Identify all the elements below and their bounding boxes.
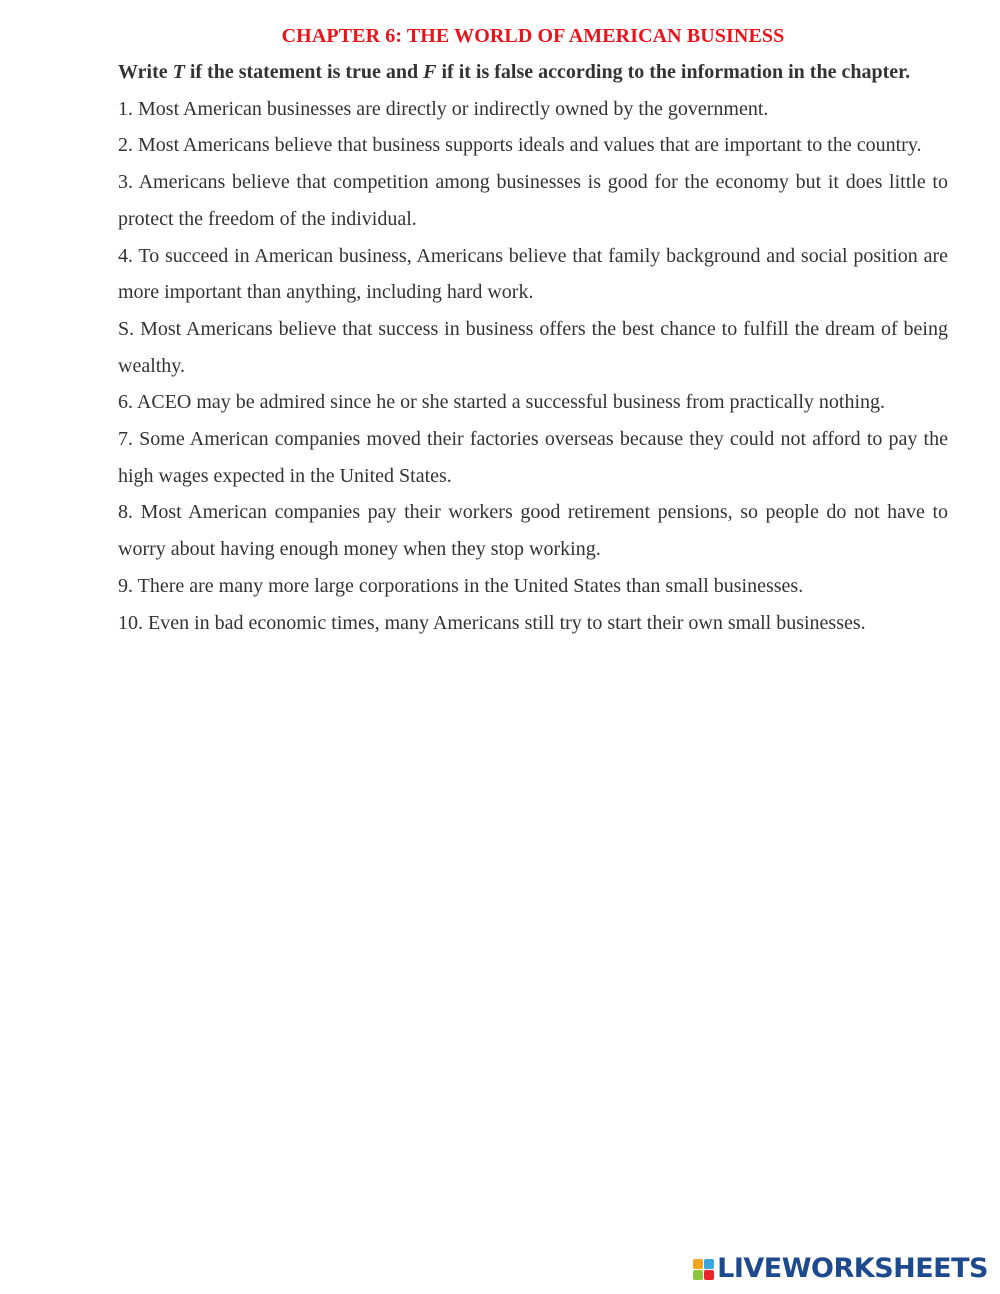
logo-square-1 — [693, 1259, 703, 1269]
logo-square-3 — [693, 1270, 703, 1280]
instruction-t-letter: T — [172, 61, 185, 83]
instruction-part-3: if it is false according to the information in the chapter. — [436, 61, 911, 83]
instruction-part-2: if the statement is true and — [184, 61, 424, 83]
question-item-5: S. Most Americans believe that success in business offers the best chance to fulfill the dream of being wealthy. — [118, 317, 948, 377]
question-item-3: 3. Americans believe that competition among businesses is good for the economy but it does little to protect the freedom of the individual. — [118, 171, 948, 230]
instruction-part-1: Write — [118, 61, 173, 83]
question-item-2: 2. Most Americans believe that business supports ideals and values that are important to the country. — [118, 134, 922, 157]
question-item-10: 10. Even in bad economic times, many Americans still try to start their own small businesses. — [118, 611, 866, 634]
logo-square-2 — [704, 1259, 714, 1269]
question-item-6: 6. ACEO may be admired since he or she started a successful business from practically nothing. — [118, 391, 886, 414]
question-item-1: 1. Most American businesses are directly or indirectly owned by the government. — [118, 97, 769, 120]
liveworksheets-logo — [693, 1252, 988, 1286]
instructions — [118, 54, 948, 91]
chapter-title: CHAPTER 6: THE WORLD OF AMERICAN BUSINESS — [281, 25, 785, 47]
question-item-4: 4. To succeed in American business, Americans believe that family background and social position are more important than anything, including hard work. — [118, 244, 948, 304]
question-list — [118, 91, 948, 642]
logo-text: LIVEWORKSHEETS — [717, 1253, 988, 1284]
liveworksheets-logo-icon — [693, 1259, 714, 1280]
question-item-7: 7. Some American companies moved their factories overseas because they could not afford to pay the high wages expected in the United States. — [118, 428, 948, 487]
logo-square-4 — [704, 1270, 714, 1280]
instruction-f-letter: F — [423, 61, 437, 83]
worksheet-page — [118, 18, 948, 641]
question-item-9: 9. There are many more large corporations in the United States than small businesses. — [118, 574, 804, 597]
question-item-8: 8. Most American companies pay their workers good retirement pensions, so people do not have to worry about having enough money when they stop working. — [118, 501, 948, 561]
